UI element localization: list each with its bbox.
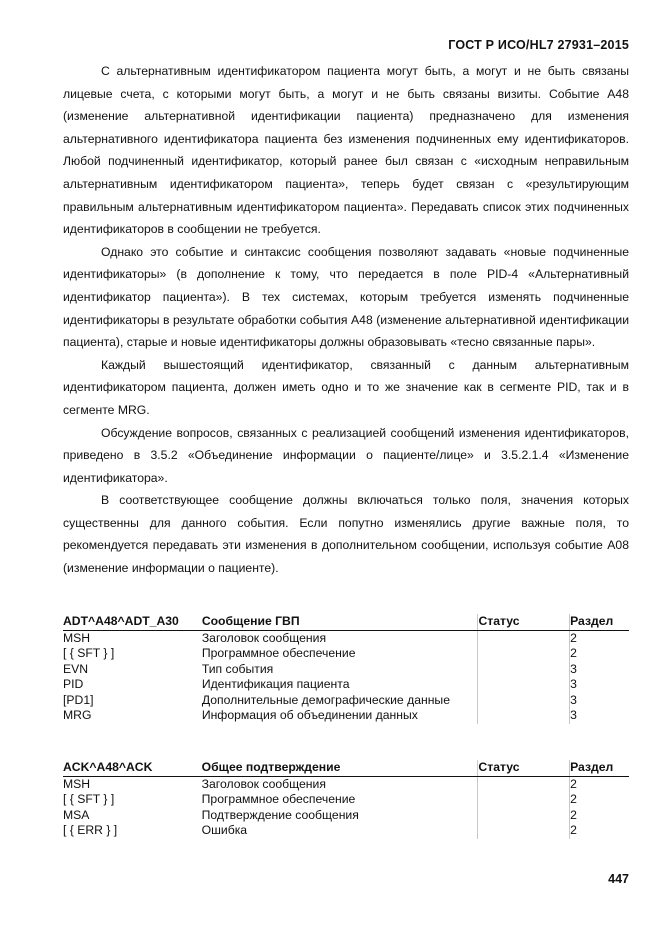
section-cell: 3	[570, 677, 629, 693]
segment-cell: MSH	[63, 630, 91, 645]
status-cell	[478, 677, 570, 693]
description-cell: Идентификация пациента	[201, 677, 350, 691]
segment-cell: [ { SFT } ]	[63, 646, 115, 660]
section-cell: 2	[570, 630, 629, 646]
table-row	[63, 646, 629, 662]
table-row	[63, 792, 629, 808]
segment-cell: PID	[63, 677, 84, 691]
section-cell: 2	[570, 792, 629, 808]
status-cell	[478, 630, 570, 646]
paragraph: В соответствующее сообщение должны включаться только поля, значения которых существенны для данного события. Если попутно изменялись другие важные поля, то рекомендуется передавать эти изменения в дополнительном сообщении, используя событие A08 (изменение информации о пациенте).	[63, 493, 629, 576]
table-row	[63, 823, 629, 839]
body-text	[63, 60, 629, 580]
description-cell: Подтверждение сообщения	[201, 807, 359, 822]
description-cell: Ошибка	[201, 823, 248, 837]
table-header-row	[63, 614, 629, 630]
table-row	[63, 630, 629, 646]
description-cell: Программное обеспечение	[201, 646, 356, 660]
section-cell: 3	[570, 693, 629, 709]
description-cell: Тип события	[201, 661, 274, 676]
segment-cell: [PD1]	[63, 692, 94, 707]
segment-cell: [ { SFT } ]	[63, 792, 115, 806]
paragraph: Обсуждение вопросов, связанных с реализацией сообщений изменения идентификаторов, приведено в 3.5.2 «Объединение информации о пациенте/лице» и 3.5.2.1.4 «Изменение идентификатора».	[63, 425, 629, 485]
description-cell: Заголовок сообщения	[201, 776, 326, 791]
column-header-status: Статус	[478, 614, 570, 630]
status-cell	[478, 792, 570, 808]
description-cell: Дополнительные демографические данные	[201, 692, 450, 707]
standard-header: ГОСТ Р ИСО/HL7 27931–2015	[448, 38, 629, 52]
section-cell: 2	[570, 776, 629, 792]
table-row	[63, 808, 629, 824]
column-header-description: Сообщение ГВП	[202, 614, 478, 630]
status-cell	[478, 646, 570, 662]
segment-cell: MSA	[63, 807, 90, 822]
table-header-row	[63, 760, 629, 776]
status-cell	[478, 708, 570, 724]
column-header-segment: ACK^A48^ACK	[63, 760, 202, 776]
paragraph: Каждый вышестоящий идентификатор, связанный с данным альтернативным идентификатором пациента, должен иметь одно и то же значение как в сегменте PID, так и в сегменте MRG.	[63, 357, 629, 417]
adt-a48-message-table	[63, 614, 629, 724]
section-cell: 3	[570, 708, 629, 724]
ack-a48-message-table	[63, 760, 629, 839]
status-cell	[478, 662, 570, 678]
column-header-section: Раздел	[570, 614, 629, 630]
description-cell: Информация об объединении данных	[201, 708, 418, 722]
paragraph: С альтернативным идентификатором пациента могут быть, а могут и не быть связаны лицевые счета, с которыми могут быть, а могут и не быть связаны визиты. Событие A48 (изменение альтернативной идентификации пациента) предназначено для изменения альтернативного идентификатора пациента без изменения подчиненных ему идентификаторов. Любой подчиненный идентификатор, который ранее был связан с «исходным неправильным альтернативным идентификатором пациента», теперь будет связан с «результирующим правильным альтернативным идентификатором пациента». Передавать список этих подчиненных идентификаторов в сообщении не требуется.	[63, 64, 629, 237]
column-header-section: Раздел	[570, 760, 629, 776]
description-cell: Программное обеспечение	[201, 792, 356, 806]
table-row	[63, 708, 629, 724]
segment-cell: MRG	[63, 708, 92, 722]
table-row	[63, 693, 629, 709]
status-cell	[478, 808, 570, 824]
status-cell	[478, 823, 570, 839]
table-row	[63, 776, 629, 792]
segment-cell: EVN	[63, 661, 89, 676]
section-cell: 2	[570, 823, 629, 839]
segment-cell: [ { ERR } ]	[63, 823, 118, 837]
table-row	[63, 677, 629, 693]
description-cell: Заголовок сообщения	[201, 630, 327, 645]
table-row	[63, 662, 629, 678]
column-header-segment: ADT^A48^ADT_A30	[63, 614, 202, 630]
segment-cell: MSH	[63, 776, 91, 791]
page-number: 447	[608, 872, 629, 886]
status-cell	[478, 693, 570, 709]
section-cell: 2	[570, 646, 629, 662]
section-cell: 2	[570, 808, 629, 824]
column-header-description: Общее подтверждение	[202, 760, 478, 776]
paragraph: Однако это событие и синтаксис сообщения позволяют задавать «новые подчиненные идентификаторы» (в дополнение к тому, что передается в поле PID-4 «Альтернативный идентификатор пациента»). В тех системах, которым требуется изменять подчиненные идентификаторы в результате обработки события A48 (изменение альтернативной идентификации пациента), старые и новые идентификаторы должны образовывать «тесно связанные пары».	[63, 244, 629, 350]
section-cell: 3	[570, 662, 629, 678]
column-header-status: Статус	[478, 760, 570, 776]
status-cell	[478, 776, 570, 792]
